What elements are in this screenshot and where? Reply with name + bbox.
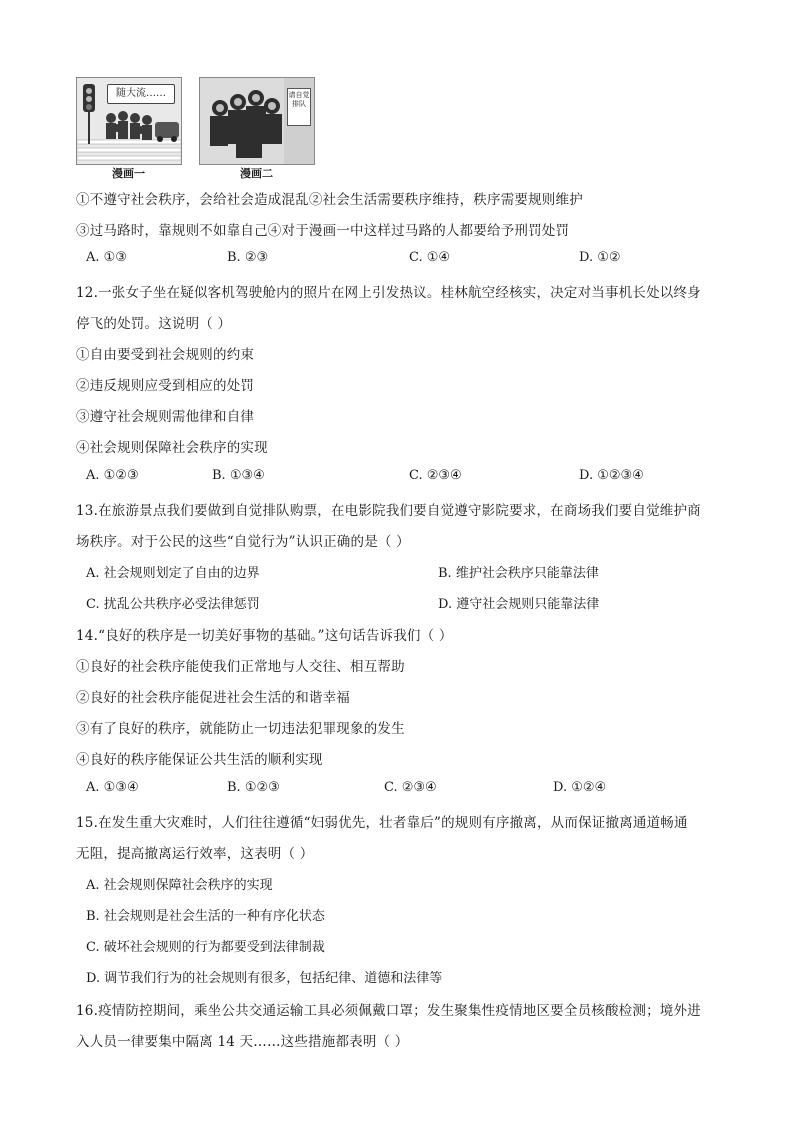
q12-item-1: ①自由要受到社会规则的约束 [76, 347, 255, 363]
q14-item-4: ④良好的秩序能保证公共生活的顺利实现 [76, 752, 323, 768]
q15-stem-line-1: 15.在发生重大灾难时，人们往往遵循“妇弱优先，壮者靠后”的规则有序撤离，从而保证撤离通道畅通 [76, 815, 688, 831]
q13-stem-line-2: 场秩序。对于公民的这些“自觉行为”认识正确的是（ ） [76, 534, 410, 550]
speech-bubble: 随大流…… [107, 84, 175, 104]
q16-stem-line-1: 16.疫情防控期间，乘坐公共交通运输工具必须佩戴口罩；发生聚集性疫情地区要全员核酸检测；境外进 [76, 1003, 701, 1019]
q13-stem-line-1: 13.在旅游景点我们要做到自觉排队购票，在电影院我们要自觉遵守影院要求，在商场我们要自觉维护商 [76, 503, 701, 519]
q13-option-d[interactable]: D. 遵守社会规则只能靠法律 [438, 597, 600, 612]
queue-sign: 请自觉排队 [287, 88, 311, 126]
q14-stem: 14.“良好的秩序是一切美好事物的基础。”这句话告诉我们（ ） [76, 628, 453, 644]
q12-stem-line-2: 停飞的处罚。这说明（ ） [76, 316, 232, 332]
q14-option-d[interactable]: D. ①②④ [553, 780, 607, 795]
q11-option-d[interactable]: D. ①② [579, 250, 621, 265]
q13-option-c[interactable]: C. 扰乱公共秩序必受法律惩罚 [86, 597, 260, 612]
q12-option-a[interactable]: A. ①②③ [86, 468, 139, 483]
q13-option-b[interactable]: B. 维护社会秩序只能靠法律 [438, 566, 599, 581]
q11-statement-line-1: ①不遵守社会秩序，会给社会造成混乱②社会生活需要秩序维持，秩序需要规则维护 [76, 192, 583, 208]
comic-two-caption: 漫画二 [240, 167, 273, 180]
q14-item-1: ①良好的社会秩序能使我们正常地与人交往、相互帮助 [76, 659, 405, 675]
q14-item-3: ③有了良好的秩序，就能防止一切违法犯罪现象的发生 [76, 721, 405, 737]
q15-option-a[interactable]: A. 社会规则保障社会秩序的实现 [86, 878, 273, 893]
comic-two-image [199, 77, 315, 165]
q12-stem-line-1: 12.一张女子坐在疑似客机驾驶舱内的照片在网上引发热议。桂林航空经核实，决定对当事机长处以终身 [76, 285, 701, 301]
comic-one-image [76, 77, 182, 165]
q12-option-d[interactable]: D. ①②③④ [579, 468, 644, 483]
q11-option-a[interactable]: A. ①③ [86, 250, 127, 265]
q11-statement-line-2: ③过马路时，靠规则不如靠自己④对于漫画一中这样过马路的人都要给予刑罚处罚 [76, 223, 570, 239]
q12-item-3: ③遵守社会规则需他律和自律 [76, 409, 255, 425]
q12-item-4: ④社会规则保障社会秩序的实现 [76, 440, 268, 456]
q12-option-b[interactable]: B. ①③④ [212, 468, 265, 483]
q14-item-2: ②良好的社会秩序能促进社会生活的和谐幸福 [76, 690, 350, 706]
q12-option-c[interactable]: C. ②③④ [409, 468, 462, 483]
q14-option-b[interactable]: B. ①②③ [227, 780, 280, 795]
q15-option-d[interactable]: D. 调节我们行为的社会规则有很多，包括纪律、道德和法律等 [86, 971, 443, 986]
q14-option-a[interactable]: A. ①③④ [86, 780, 139, 795]
q12-item-2: ②违反规则应受到相应的处罚 [76, 378, 255, 394]
q15-stem-line-2: 无阻，提高撤离运行效率，这表明（ ） [76, 846, 314, 862]
q16-stem-line-2: 入人员一律要集中隔离 14 天……这些措施都表明（ ） [76, 1034, 409, 1050]
q13-option-a[interactable]: A. 社会规则划定了自由的边界 [86, 566, 260, 581]
q11-option-b[interactable]: B. ②③ [227, 250, 269, 265]
q11-option-c[interactable]: C. ①④ [409, 250, 451, 265]
q15-option-c[interactable]: C. 破坏社会规则的行为都要受到法律制裁 [86, 940, 325, 955]
comic-one-caption: 漫画一 [112, 167, 145, 180]
q15-option-b[interactable]: B. 社会规则是社会生活的一种有序化状态 [86, 909, 325, 924]
q14-option-c[interactable]: C. ②③④ [384, 780, 437, 795]
